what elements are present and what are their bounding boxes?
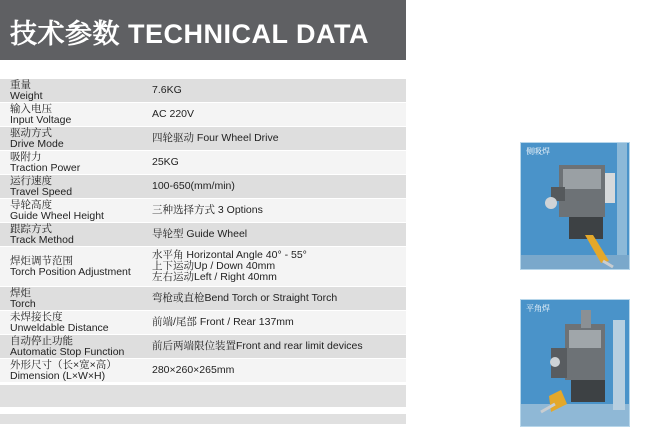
spec-row-travel-speed	[0, 175, 406, 199]
spec-value-line: 7.6KG	[152, 84, 182, 96]
spec-label-cn: 运行速度	[10, 174, 52, 187]
spec-label-cn: 外形尺寸（长×宽×高）	[10, 358, 117, 371]
spec-label	[0, 80, 148, 102]
spec-value-line: AC 220V	[152, 108, 195, 120]
welding-carriage-illustration	[521, 143, 630, 270]
spec-label-cn: 未焊接长度	[10, 310, 63, 323]
spec-label-cn: 自动停止功能	[10, 334, 73, 347]
spec-label-en: Input Voltage	[10, 113, 72, 126]
spec-label-en: Unweldable Distance	[10, 321, 109, 334]
spec-label	[0, 336, 148, 358]
spec-value	[148, 365, 234, 376]
spec-label	[0, 200, 148, 222]
spec-label	[0, 152, 148, 174]
spec-label	[0, 288, 148, 310]
spec-table	[0, 79, 406, 383]
spec-value	[148, 157, 179, 168]
photo-label: 侧吸焊	[526, 147, 550, 156]
spec-label-cn: 吸附力	[10, 150, 42, 163]
spec-row-track-method	[0, 223, 406, 247]
photo-label: 平角焊	[526, 304, 550, 313]
spec-row-guide-wheel-height	[0, 199, 406, 223]
spec-value	[148, 181, 235, 192]
title-banner	[0, 0, 406, 60]
spec-value	[148, 205, 263, 216]
spec-label-en: Traction Power	[10, 161, 81, 174]
spec-label	[0, 256, 148, 278]
spec-label-cn: 输入电压	[10, 102, 52, 115]
spec-value-line: 三种选择方式 3 Options	[152, 204, 263, 216]
spec-value-line: 左右运动Left / Right 40mm	[152, 271, 277, 283]
spec-label-en: Travel Speed	[10, 185, 73, 198]
spec-label	[0, 312, 148, 334]
spec-row-unweldable-distance	[0, 311, 406, 335]
table-footer-band	[0, 385, 406, 407]
spec-row-traction-power	[0, 151, 406, 175]
spec-label-en: Track Method	[10, 233, 74, 246]
spec-value-line: 水平角 Horizontal Angle 40° - 55°	[152, 249, 307, 261]
spec-label-cn: 焊炬	[10, 286, 31, 299]
spec-label	[0, 104, 148, 126]
welding-carriage-illustration	[521, 300, 630, 427]
spec-value	[148, 109, 194, 120]
spec-label	[0, 360, 148, 382]
spec-value	[148, 229, 247, 240]
spec-value	[148, 317, 294, 328]
spec-label-en: Dimension (L×W×H)	[10, 369, 106, 382]
spec-value-line: 上下运动Up / Down 40mm	[152, 260, 276, 272]
spec-label-en: Automatic Stop Function	[10, 345, 125, 358]
spec-label-cn: 焊炬调节范围	[10, 254, 73, 267]
spec-value-line: 导轮型 Guide Wheel	[152, 228, 248, 240]
spec-value	[148, 85, 182, 96]
spec-row-input-voltage	[0, 103, 406, 127]
spec-value	[148, 133, 279, 144]
spec-value-line: 前后两端限位装置Front and rear limit devices	[152, 340, 363, 352]
spec-value-line: 25KG	[152, 156, 179, 168]
spec-value-line: 280×260×265mm	[152, 364, 235, 376]
product-photo-fillet-side	[520, 142, 630, 270]
spec-value-line: 弯枪或直枪Bend Torch or Straight Torch	[152, 292, 338, 304]
spec-row-dimension	[0, 359, 406, 383]
spec-value	[148, 341, 363, 352]
table-footer-band	[0, 414, 406, 424]
page-title: 技术参数 TECHNICAL DATA	[10, 19, 369, 49]
spec-label-cn: 重量	[10, 78, 31, 91]
spec-row-weight	[0, 79, 406, 103]
spec-value-line: 四轮驱动 Four Wheel Drive	[152, 132, 279, 144]
spec-value	[148, 250, 307, 283]
spec-label	[0, 224, 148, 246]
spec-label-en: Weight	[10, 89, 43, 102]
spec-label-en: Guide Wheel Height	[10, 209, 104, 222]
spec-label-cn: 驱动方式	[10, 126, 52, 139]
spec-row-auto-stop	[0, 335, 406, 359]
spec-row-drive-mode	[0, 127, 406, 151]
spec-label	[0, 128, 148, 150]
product-photo-fillet-flat	[520, 299, 630, 427]
spec-row-torch-adjustment	[0, 247, 406, 287]
spec-label-cn: 跟踪方式	[10, 222, 52, 235]
spec-label-en: Torch	[10, 297, 36, 310]
spec-label-cn: 导轮高度	[10, 198, 52, 211]
spec-value-line: 前端/尾部 Front / Rear 137mm	[152, 316, 294, 328]
spec-value-line: 100-650(mm/min)	[152, 180, 235, 192]
spec-row-torch	[0, 287, 406, 311]
spec-value	[148, 293, 337, 304]
spec-label	[0, 176, 148, 198]
spec-label-en: Torch Position Adjustment	[10, 265, 131, 278]
spec-label-en: Drive Mode	[10, 137, 64, 150]
